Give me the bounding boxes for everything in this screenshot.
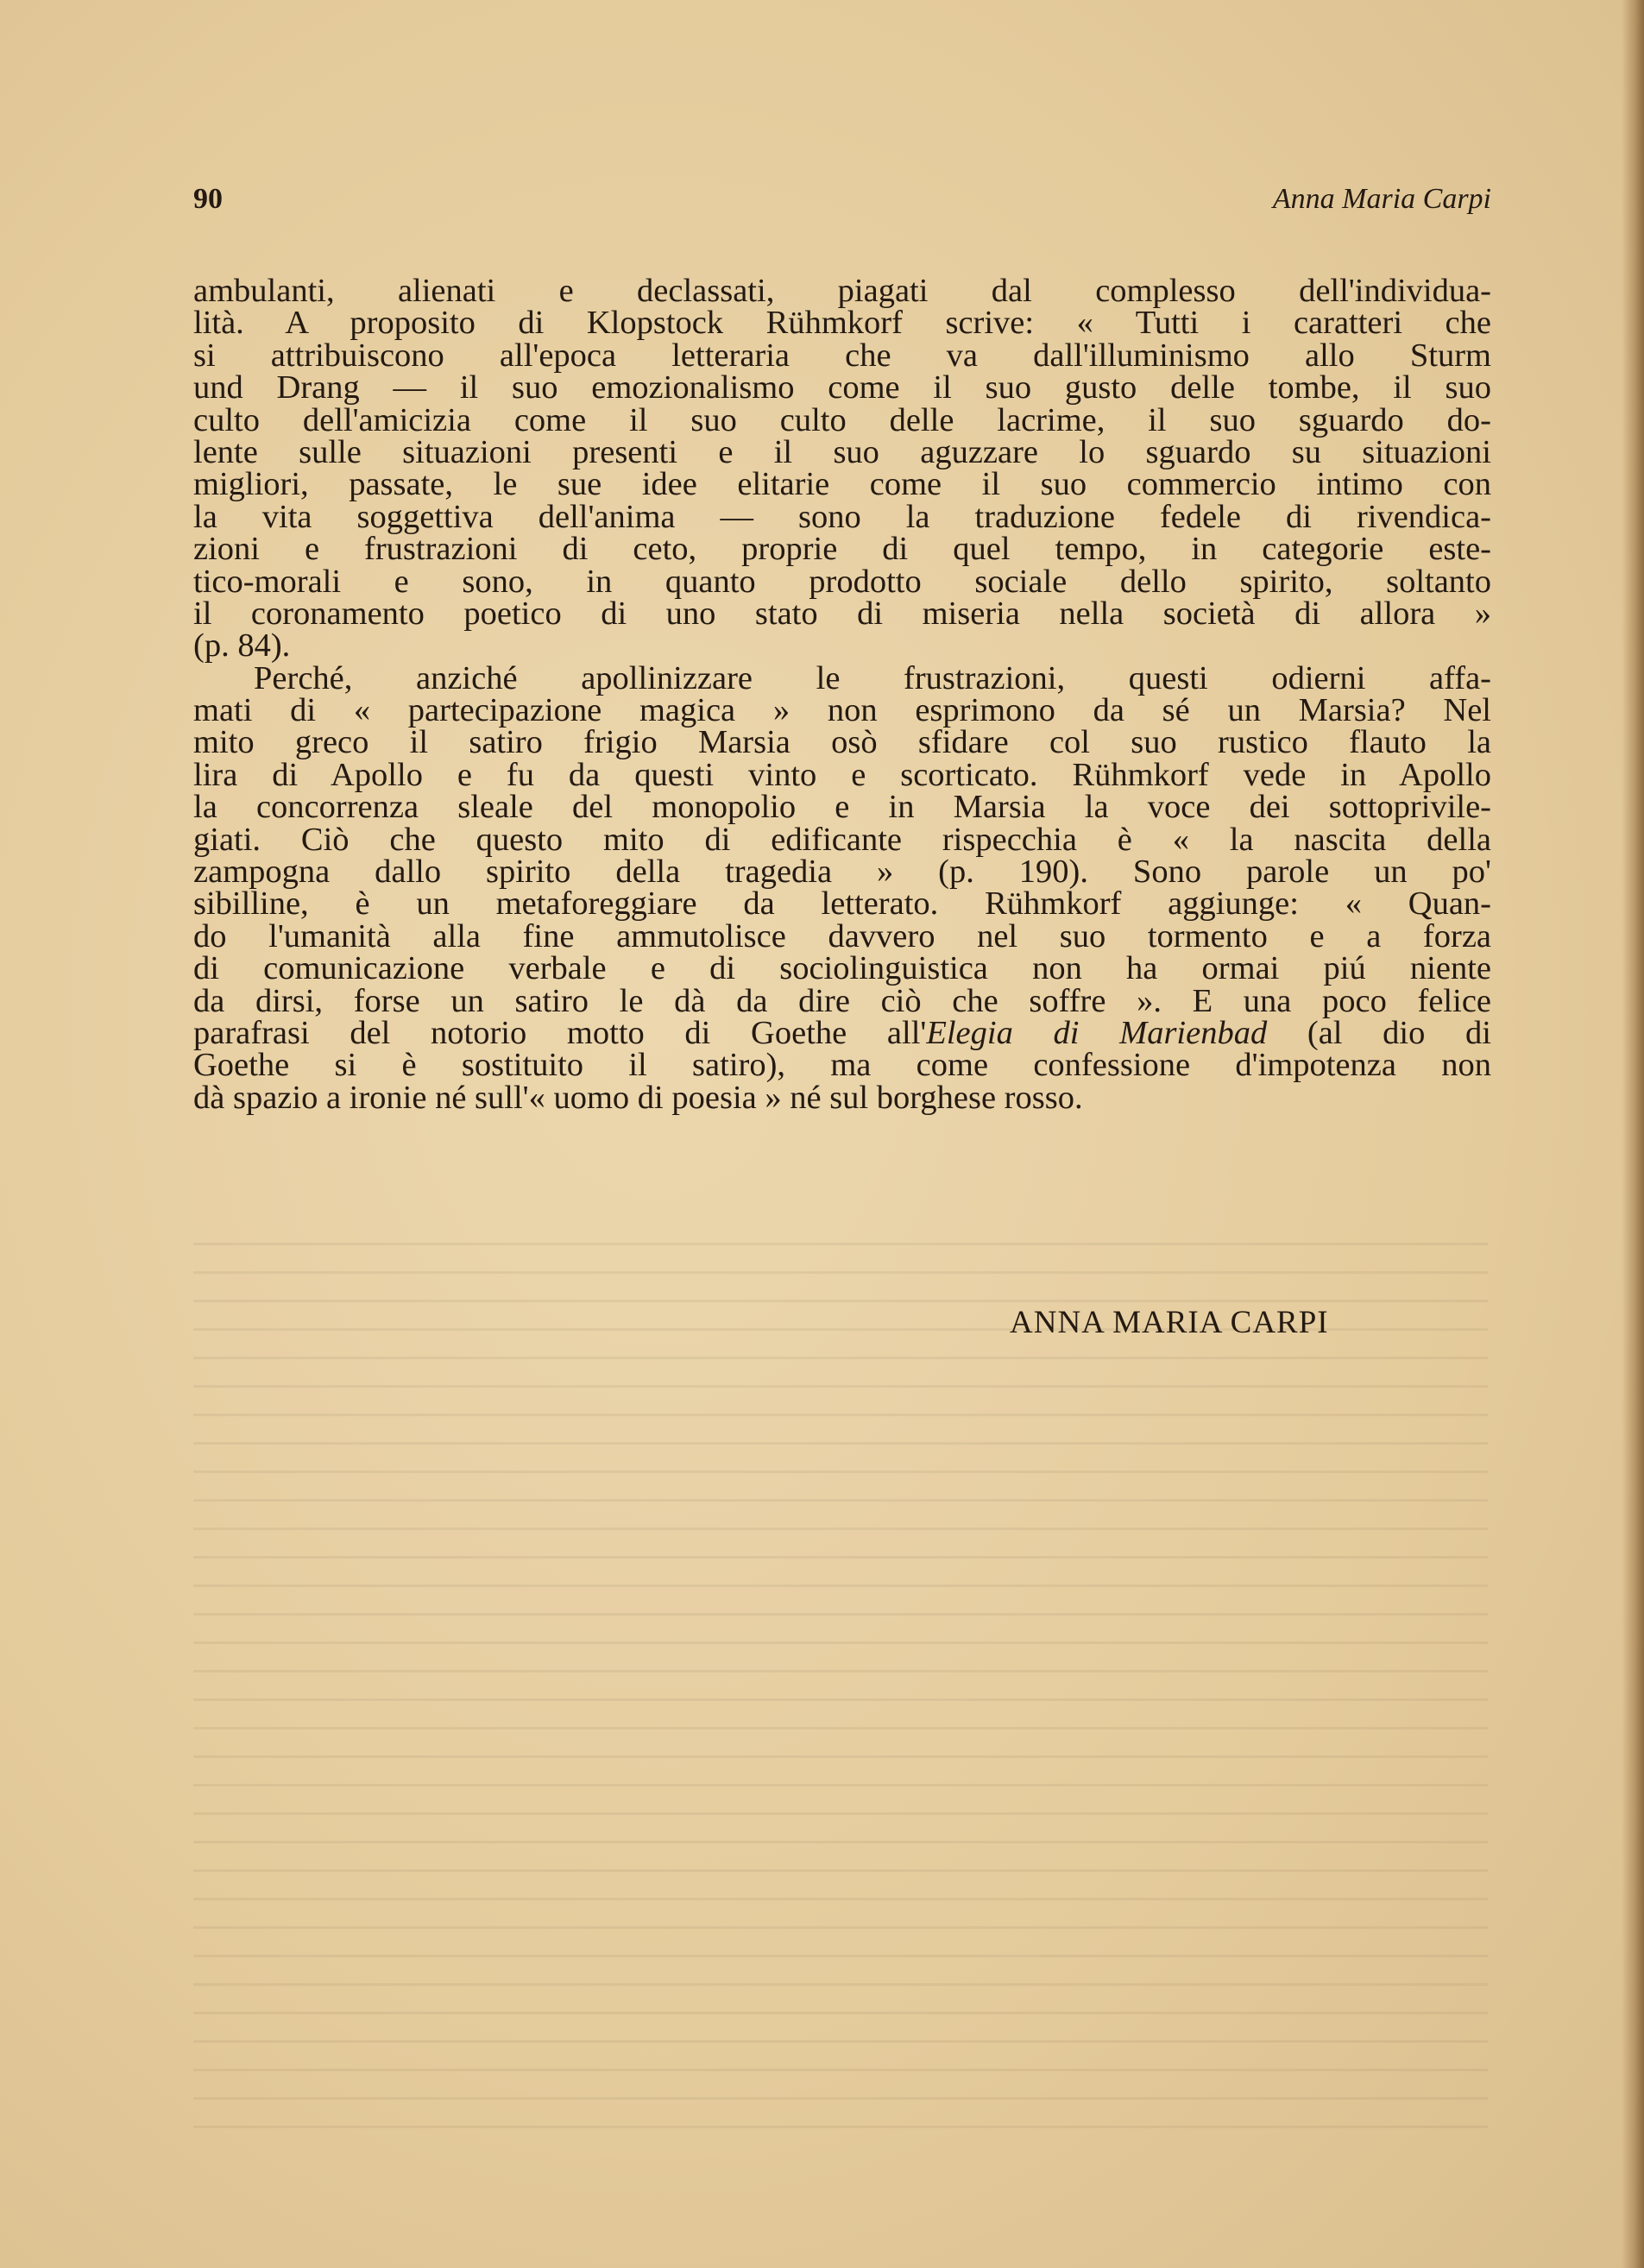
work-title: Elegia di Marienbad: [926, 1014, 1268, 1051]
text-line: (p. 84).: [193, 627, 291, 665]
text-line: tico-morali e sono, in quanto prodotto sociale dello spirito, soltanto: [193, 563, 1491, 600]
text-line: und Drang — il suo emozionalismo come il suo gusto delle tombe, il suo: [193, 369, 1491, 406]
text-line: sibilline, è un metaforeggiare da letterato. Rühmkorf aggiunge: « Quan-: [193, 885, 1491, 923]
text-line: di comunicazione verbale e di sociolinguistica non ha ormai piú niente: [193, 950, 1491, 987]
page-number: 90: [193, 183, 223, 215]
text-line: lente sulle situazioni presenti e il suo aguzzare lo sguardo su situazioni: [193, 433, 1491, 470]
text-line: culto dell'amicizia come il suo culto delle lacrime, il suo sguardo do-: [193, 401, 1491, 438]
paragraph-1: [193, 275, 1491, 663]
text-segment: parafrasi del notorio motto di Goethe all': [193, 1014, 927, 1051]
text-line: la concorrenza sleale del monopolio e in Marsia la voce dei sottoprivile-: [193, 789, 1491, 826]
text-line: zioni e frustrazioni di ceto, proprie di quel tempo, in categorie este-: [193, 531, 1491, 568]
text-line: dà spazio a ironie né sull'« uomo di poesia » né sul borghese rosso.: [193, 1079, 1083, 1116]
text-line: mati di « partecipazione magica » non esprimono da sé un Marsia? Nel: [193, 692, 1491, 729]
text-line: zampogna dallo spirito della tragedia » (p. 190). Sono parole un po': [193, 854, 1491, 891]
text-line: da dirsi, forse un satiro le dà da dire ciò che soffre ». E una poco felice: [193, 982, 1491, 1019]
text-line: si attribuiscono all'epoca letteraria che va dall'illuminismo allo Sturm: [193, 337, 1491, 374]
author-signature: ANNA MARIA CARPI: [1010, 1305, 1329, 1340]
text-line: Goethe si è sostituito il satiro), ma come confessione d'impotenza non: [193, 1047, 1491, 1084]
paragraph-2: [193, 659, 1491, 1116]
text-line-with-title: [193, 1014, 1491, 1051]
body-text: [193, 275, 1491, 1114]
text-line: mito greco il satiro frigio Marsia osò sfidare col suo rustico flauto la: [193, 724, 1491, 761]
show-through-texture: [193, 1243, 1488, 2140]
text-line: lira di Apollo e fu da questi vinto e scorticato. Rühmkorf vede in Apollo: [193, 756, 1491, 793]
text-line: giati. Ciò che questo mito di edificante rispecchia è « la nascita della: [193, 821, 1491, 858]
page-header: [193, 183, 1491, 224]
text-line: do l'umanità alla fine ammutolisce davvero nel suo tormento e a forza: [193, 917, 1491, 954]
text-line: il coronamento poetico di uno stato di miseria nella società di allora »: [193, 595, 1491, 632]
text-line: ambulanti, alienati e declassati, piagati dal complesso dell'individua-: [193, 273, 1491, 309]
page-edge-shadow: [1622, 0, 1644, 2268]
running-head-author: Anna Maria Carpi: [1272, 183, 1491, 215]
text-line: la vita soggettiva dell'anima — sono la traduzione fedele di rivendica-: [193, 498, 1491, 535]
text-segment: (al dio di: [1267, 1014, 1491, 1051]
text-line: migliori, passate, le sue idee elitarie come il suo commercio intimo con: [193, 466, 1491, 503]
text-line: lità. A proposito di Klopstock Rühmkorf scrive: « Tutti i caratteri che: [193, 305, 1491, 342]
text-line: Perché, anziché apollinizzare le frustrazioni, questi odierni affa-: [254, 659, 1491, 696]
